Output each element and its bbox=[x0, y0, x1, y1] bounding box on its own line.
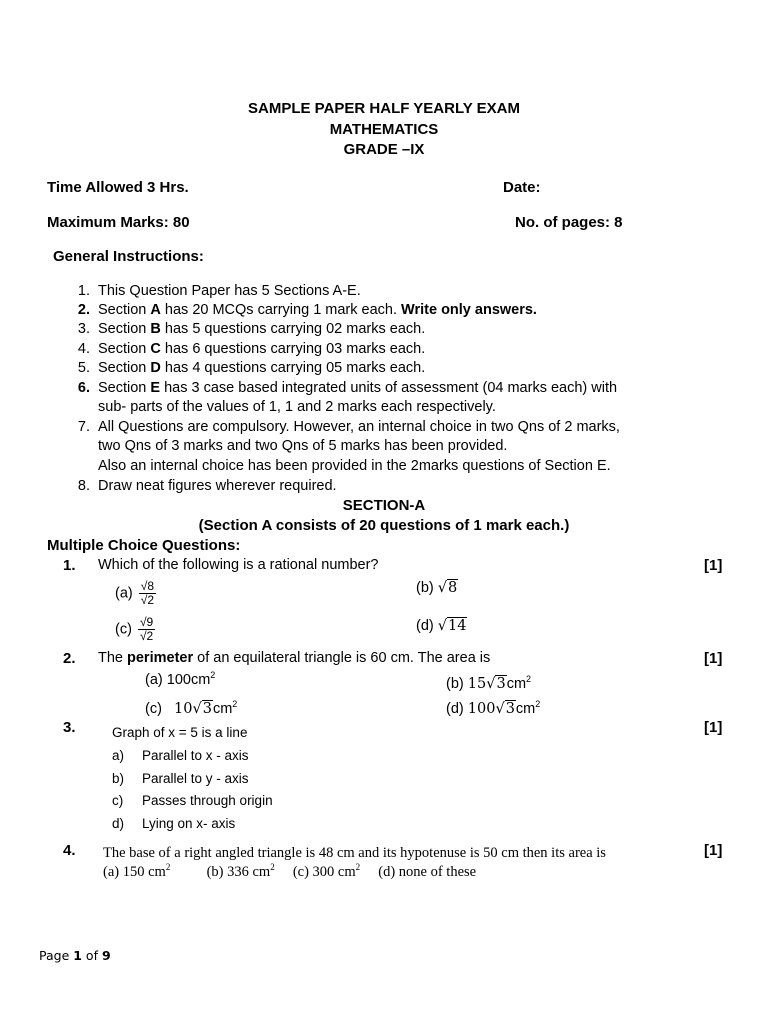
section-subtitle: (Section A consists of 20 questions of 1 mark each.) bbox=[198, 517, 570, 534]
q1-option-c: (c) $\frac{√9}{√2}$ bbox=[115, 615, 154, 643]
q4-option-a: (a) 150 $cm^2$ bbox=[103, 862, 171, 880]
question-2-marks: [1] bbox=[704, 650, 723, 667]
q2-option-a: (a) $100cm^2$ bbox=[145, 670, 216, 688]
q4-option-b: (b) 336 $cm^2$ bbox=[206, 862, 275, 880]
date-label: Date: bbox=[503, 179, 541, 196]
q2-option-d: (d) $100√3cm^2$ bbox=[446, 699, 541, 717]
page-number: Page 1 of 9 bbox=[39, 948, 111, 963]
instruction-4: 4. Section C has 6 questions carrying 03 marks each. bbox=[77, 341, 426, 357]
question-3-number: 3. bbox=[63, 719, 76, 736]
q3-option-b: b) Parallel to y - axis bbox=[112, 771, 249, 786]
instruction-7-continued: two Qns of 3 marks and two Qns of 5 marks has been provided. bbox=[98, 438, 508, 454]
q1-option-a-fraction: $\frac{√8}{√2}$ bbox=[140, 579, 155, 607]
instruction-7: 7. All Questions are compulsory. However, an internal choice in two Qns of 2 marks, bbox=[77, 419, 620, 435]
q4-options bbox=[103, 862, 476, 881]
q1-option-b: (b) √8 bbox=[416, 580, 458, 596]
number-of-pages: No. of pages: 8 bbox=[515, 214, 623, 231]
instruction-6-continued: sub- parts of the values of 1, 1 and 2 marks each respectively. bbox=[98, 399, 496, 415]
question-1-number: 1. bbox=[63, 557, 76, 574]
q3-option-d: d) Lying on x- axis bbox=[112, 816, 236, 831]
instruction-7-choice: Also an internal choice has been provided in the 2marks questions of Section E. bbox=[98, 458, 611, 474]
q4-option-c: (c) 300 $cm^2$ bbox=[292, 862, 361, 880]
instruction-8: 8. Draw neat figures wherever required. bbox=[77, 478, 337, 494]
q2-option-b: (b) $15√3cm^2$ bbox=[446, 674, 532, 692]
question-2-text: The perimeter of an equilateral triangle is 60 cm. The area is bbox=[98, 650, 491, 666]
q1-option-d: (d) √14 bbox=[416, 618, 467, 634]
instruction-2: 2. Section A has 20 MCQs carrying 1 mark each. Write only answers. bbox=[77, 302, 537, 318]
q3-option-a: a) Parallel to x - axis bbox=[112, 748, 249, 763]
question-3-text: Graph of x = 5 is a line bbox=[112, 725, 248, 740]
mcq-heading: Multiple Choice Questions: bbox=[47, 537, 241, 554]
question-4-number: 4. bbox=[63, 842, 76, 859]
q2-option-c: (c) $10√3cm^2$ bbox=[145, 699, 238, 717]
maximum-marks: Maximum Marks: 80 bbox=[47, 214, 190, 231]
section-title: SECTION-A bbox=[342, 497, 426, 514]
instruction-6: 6. Section E has 3 case based integrated units of assessment (04 marks each) with bbox=[77, 380, 618, 396]
question-4-marks: [1] bbox=[704, 842, 723, 859]
question-3-marks: [1] bbox=[704, 719, 723, 736]
instruction-3: 3. Section B has 5 questions carrying 02 marks each. bbox=[77, 321, 426, 337]
q3-option-c: c) Passes through origin bbox=[112, 793, 273, 808]
subject-title: MATHEMATICS bbox=[329, 121, 439, 138]
question-1-text: Which of the following is a rational number? bbox=[98, 557, 379, 573]
instructions-heading: General Instructions: bbox=[53, 248, 204, 265]
q4-option-d: (d) none of these bbox=[378, 863, 477, 880]
exam-title: SAMPLE PAPER HALF YEARLY EXAM bbox=[248, 100, 520, 117]
instruction-1: 1. This Question Paper has 5 Sections A-E. bbox=[77, 283, 361, 299]
question-2-number: 2. bbox=[63, 650, 76, 667]
question-1-marks: [1] bbox=[704, 557, 723, 574]
instruction-5: 5. Section D has 4 questions carrying 05 marks each. bbox=[77, 360, 426, 376]
q1-option-a: (a) $\frac{√8}{√2}$ bbox=[115, 579, 155, 607]
grade-title: GRADE –IX bbox=[343, 141, 425, 158]
time-allowed: Time Allowed 3 Hrs. bbox=[47, 179, 189, 196]
question-4-text: The base of a right angled triangle is 48 cm and its hypotenuse is 50 cm then its area is bbox=[103, 845, 606, 861]
q1-option-c-fraction: $\frac{√9}{√2}$ bbox=[139, 615, 154, 643]
